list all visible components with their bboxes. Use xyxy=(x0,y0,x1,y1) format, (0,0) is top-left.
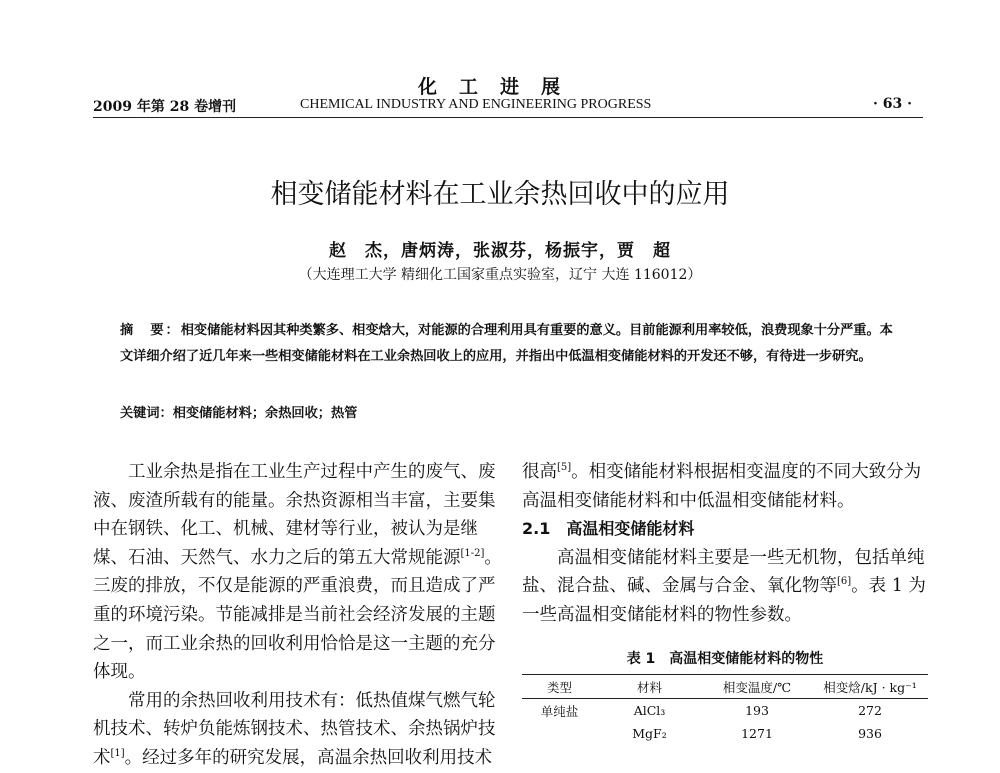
table-cell: MgF₂ xyxy=(632,726,667,741)
paragraph xyxy=(522,544,928,630)
paragraph-text: 高温相变储能材料主要是一些无机物，包括单纯盐、混合盐、碱、金属与合金、氧化物等 xyxy=(522,547,925,597)
paragraph xyxy=(522,458,928,515)
page-number: · 63 · xyxy=(873,96,912,112)
body-column-left xyxy=(93,458,503,773)
keywords-text: 相变储能材料；余热回收；热管 xyxy=(172,406,358,421)
table-row xyxy=(522,722,928,745)
paragraph-text: 。相变储能材料根据相变温度的不同大致分为高温相变储能材料和中低温相变储能材料。 xyxy=(522,462,922,511)
table-cell: 单纯盐 xyxy=(540,703,579,719)
keywords-label: 关键词： xyxy=(120,406,173,421)
table-cell: 272 xyxy=(858,703,882,718)
abstract-block xyxy=(120,318,900,370)
properties-table xyxy=(522,674,928,745)
table-header-row xyxy=(522,675,928,698)
table-caption: 表 1 高温相变储能材料的物性 xyxy=(626,651,824,667)
table-cell: AlCl₃ xyxy=(633,703,666,718)
table-header-cell: 类型 xyxy=(546,679,572,695)
journal-title-cn: 化工进展 xyxy=(417,76,582,98)
paragraph-text: 。表 1 为一些高温相变储能材料的物性参数。 xyxy=(522,576,926,625)
header-rule xyxy=(93,117,923,118)
table-row xyxy=(522,699,928,722)
section-heading: 2.1 高温相变储能材料 xyxy=(522,519,695,539)
citation: [1] xyxy=(110,747,125,759)
keywords-block xyxy=(120,402,357,421)
table-cell: 193 xyxy=(745,703,769,718)
body-column-right xyxy=(522,458,928,630)
abstract-label: 摘 要： xyxy=(120,323,181,338)
table-header-cell: 相变温度/℃ xyxy=(722,679,792,695)
paragraph-text: 很高 xyxy=(522,462,557,482)
table-header-cell: 相变焓/kJ · kg⁻¹ xyxy=(823,679,917,695)
issue-label: 2009 年第 28 卷增刊 xyxy=(93,99,237,115)
citation: [5] xyxy=(557,462,572,473)
paragraph-text: 。三废的排放，不仅是能源的严重浪费，而且造成了严重的环境污染。节能减排是当前社会经济发展的主题之一，而工业余热的回收利用恰恰是这一主题的充分体现。 xyxy=(93,547,502,683)
affiliation: （大连理工大学 精细化工国家重点实验室，辽宁 大连 116012） xyxy=(298,267,702,283)
citation: [1-2] xyxy=(460,547,485,559)
abstract-text: 相变储能材料因其种类繁多、相变焓大，对能源的合理利用具有重要的意义。目前能源利用率较低，浪费现象十分严重。本文详细介绍了近几年来一些相变储能材料在工业余热回收上的应用，并指出中低温相变储能材料的开发还不够，有待进一步研究。 xyxy=(120,323,893,364)
journal-title-en: CHEMICAL INDUSTRY AND ENGINEERING PROGRESS xyxy=(300,97,652,112)
table-cell: 1271 xyxy=(741,726,773,741)
table-header-cell: 材料 xyxy=(636,679,662,695)
paragraph-text: 工业余热是指在工业生产过程中产生的废气、废液、废渣所载有的能量。余热资源相当丰富，主要集中在钢铁、化工、机械、建材等行业，被认为是继煤、石油、天然气、水力之后的第五大常规能源 xyxy=(93,462,496,568)
paragraph xyxy=(93,458,503,687)
paragraph-text: 常用的余热回收利用技术有：低热值煤气燃气轮机技术、转炉负能炼钢技术、热管技术、余热锅炉技术 xyxy=(93,690,496,768)
citation: [6] xyxy=(837,576,852,588)
article-title: 相变储能材料在工业余热回收中的应用 xyxy=(270,179,730,210)
paragraph-text: 。经过多年的研究发展，高温余热回收利用技术 xyxy=(124,747,493,768)
table-cell: 936 xyxy=(858,726,882,741)
author-list: 赵 杰，唐炳涛，张淑芬，杨振宇，贾 超 xyxy=(329,241,671,261)
